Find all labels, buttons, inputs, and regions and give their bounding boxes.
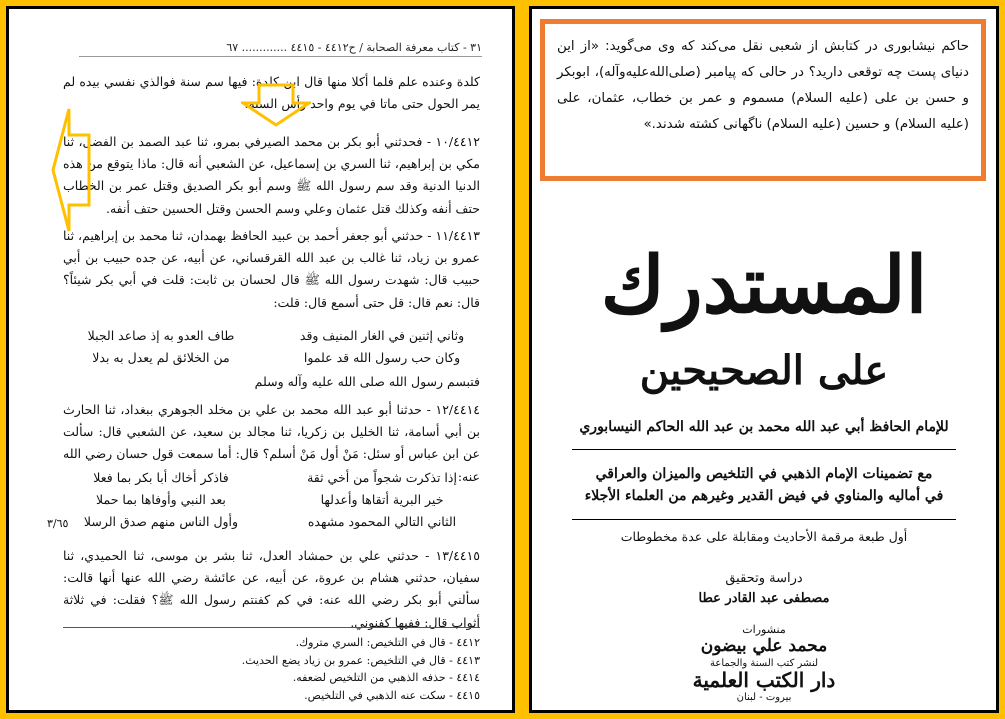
- publisher-label: منشورات: [742, 623, 786, 636]
- arrow-down-icon: [241, 83, 311, 127]
- footnote: ٤٤١٥ - سكت عنه الذهبي في التلخيص.: [304, 688, 480, 702]
- hemistich: فاذكر أخاك أبا بكر بما فعلا: [93, 470, 229, 485]
- hemistich: إذا تذكرت شجواً من أخي ثقة: [307, 470, 457, 485]
- hemistich: خير البرية أتقاها وأعدلها: [320, 492, 444, 507]
- hadith-4412: ١٠/٤٤١٢ - فحدثني أبو بكر بن محمد الصيرفي بمرو، ثنا عبد الصمد بن الفضل، ثنا مكي بن إبراهيم، ثنا السري بن إسماعيل، عن الشعبي أنه قال: ماذا يتوقع من هذه الدنيا الدنية وقد سم رسول الله ﷺ وسم أبو بكر الصديق وقتل عمر بن الخطاب حتف أنفه وكذلك قتل عثمان وعلي وسم الحسن وقتل الحسين حتف أنفه.: [63, 134, 480, 216]
- editor-block: [552, 569, 976, 609]
- margin-reference: ٣/٦٥: [47, 517, 69, 530]
- divider: [572, 449, 956, 450]
- hadith-4413: ١١/٤٤١٣ - حدثني أبو جعفر أحمد بن عبيد الحافظ بهمدان، ثنا محمد بن إبراهيم، ثنا عمرو بن زياد، ثنا غالب بن عبد الله القرقساني، عن أبيه، عن جده حبيب بن أبي حبيب قال: شهدت رسول الله ﷺ قال لحسان بن ثابت: قلت في أبي بكر شيئاً؟ قال: نعم قال: قل حتى أسمع قال: قلت:: [63, 228, 480, 310]
- left-book-page: [6, 6, 515, 713]
- book-title: المستدرك: [600, 240, 928, 331]
- poem-2-verse-2: [63, 489, 480, 511]
- hemistich: وأول الناس منهم صدق الرسلا: [83, 514, 239, 529]
- annotations-line: [552, 463, 976, 507]
- hemistich: بعد النبي وأوفاها بما حملا: [96, 492, 226, 507]
- hadith-4415: ١٣/٤٤١٥ - حدثني علي بن حمشاد العدل، ثنا بشر بن موسى، ثنا الحميدي، ثنا سفيان، حدثني هشام بن عروة، عن أبيه، عن عائشة رضي الله عنها أنها قالت: سألني أبو بكر رضي الله عنه: في كم كفنتم رسول الله ﷺ؟ فقلت: في ثلاثة أثواب قال: ففيها كفنوني.: [63, 548, 480, 630]
- footnote: ٤٤١٣ - قال في التلخيص: عمرو بن زياد يضع الحديث.: [241, 653, 480, 667]
- publisher-house: دار الكتب العلمية: [692, 668, 836, 692]
- footnote: ٤٤١٤ - حذفه الذهبي من التلخيص لضعفه.: [292, 671, 480, 684]
- annotations-line-2: في أماليه والمناوي في فيض القدير وغيرهم من العلماء الأجلاء: [584, 488, 944, 504]
- editor-name: مصطفى عبد القادر عطا: [698, 591, 830, 606]
- hadith-4414: ١٢/٤٤١٤ - حدثنا أبو عبد الله محمد بن علي بن مخلد الجوهري ببغداد، ثنا الحارث بن أبي أسامة، ثنا الخليل بن زكريا، ثنا مجالد بن سعيد، عن الشعبي قال: سألت عن ابن عباس أو سئل: مَنْ أول مَنْ أسلم؟ قال: أما سمعت قول حسان رضي الله عنه:: [63, 402, 480, 484]
- publisher-block: [552, 621, 976, 706]
- book-subtitle: على الصحيحين: [639, 347, 889, 394]
- arrow-left-icon: [51, 105, 91, 235]
- poem-2-verse-1: [63, 467, 480, 489]
- hemistich: وثاني إثنين في الغار المنيف وقد: [299, 328, 465, 343]
- publisher-city: بيروت - لبنان: [736, 692, 792, 703]
- hemistich: وكان حب رسول الله قد علموا: [303, 350, 461, 365]
- right-book-cover: [529, 6, 999, 713]
- poem-2-verse-3: [63, 511, 480, 533]
- author-line: للإمام الحافظ أبي عبد الله محمد بن عبد الله الحاكم النيسابوري: [579, 419, 949, 435]
- paragraph-1: كلدة وعنده علم فلما أكلا منها قال ابن كلدة: فيها سم سنة فوالذي نفسي بيده لم يمر الحول حتى ماتا في يوم واحد رأس السنة.: [63, 74, 480, 112]
- running-head: ٣١ - كتاب معرفة الصحابة / ح٤٤١٢ - ٤٤١٥ ............. ٦٧: [79, 41, 482, 57]
- poem-1: [63, 325, 480, 369]
- divider: [572, 519, 956, 520]
- publisher-desc: لنشر كتب السنة والجماعة: [709, 658, 819, 669]
- study-label: دراسة وتحقيق: [725, 571, 803, 586]
- persian-quote-box: حاکم نیشابوری در کتابش از شعبی نقل می‌کند که وی می‌گوید: «از این دنیای پست چه توقعی دارید؟ در حالی که پیامبر (صلی‌الله‌علیه‌وآله)، ابوبکر و حسن بن علی (علیه السلام) مسموم و عمر بن خطاب، عثمان، علی (علیه السلام) و حسین (علیه السلام) ناگهانی کشته شدند.»: [540, 19, 986, 181]
- hemistich: من الخلائق لم يعدل به بدلا: [92, 350, 230, 365]
- poem-2: [63, 467, 480, 533]
- publisher-name: محمد علي بيضون: [700, 636, 828, 656]
- poem-1-verse-1: [63, 325, 480, 347]
- annotations-line-1: مع تضمينات الإمام الذهبي في التلخيص والميزان والعراقي: [595, 466, 933, 482]
- hemistich: الثاني التالي المحمود مشهده: [307, 514, 457, 529]
- edition-note: أول طبعة مرقمة الأحاديث ومقابلة على عدة مخطوطات: [620, 529, 908, 544]
- hemistich: طاف العدو به إذ صاعد الجبلا: [87, 328, 235, 343]
- footnotes: [63, 627, 480, 704]
- footnote: ٤٤١٢ - قال في التلخيص: السري متروك.: [295, 636, 480, 649]
- poem-1-verse-2: [63, 347, 480, 369]
- poem-1-closing: فتبسم رسول الله صلى الله عليه وآله وسلم: [254, 374, 480, 389]
